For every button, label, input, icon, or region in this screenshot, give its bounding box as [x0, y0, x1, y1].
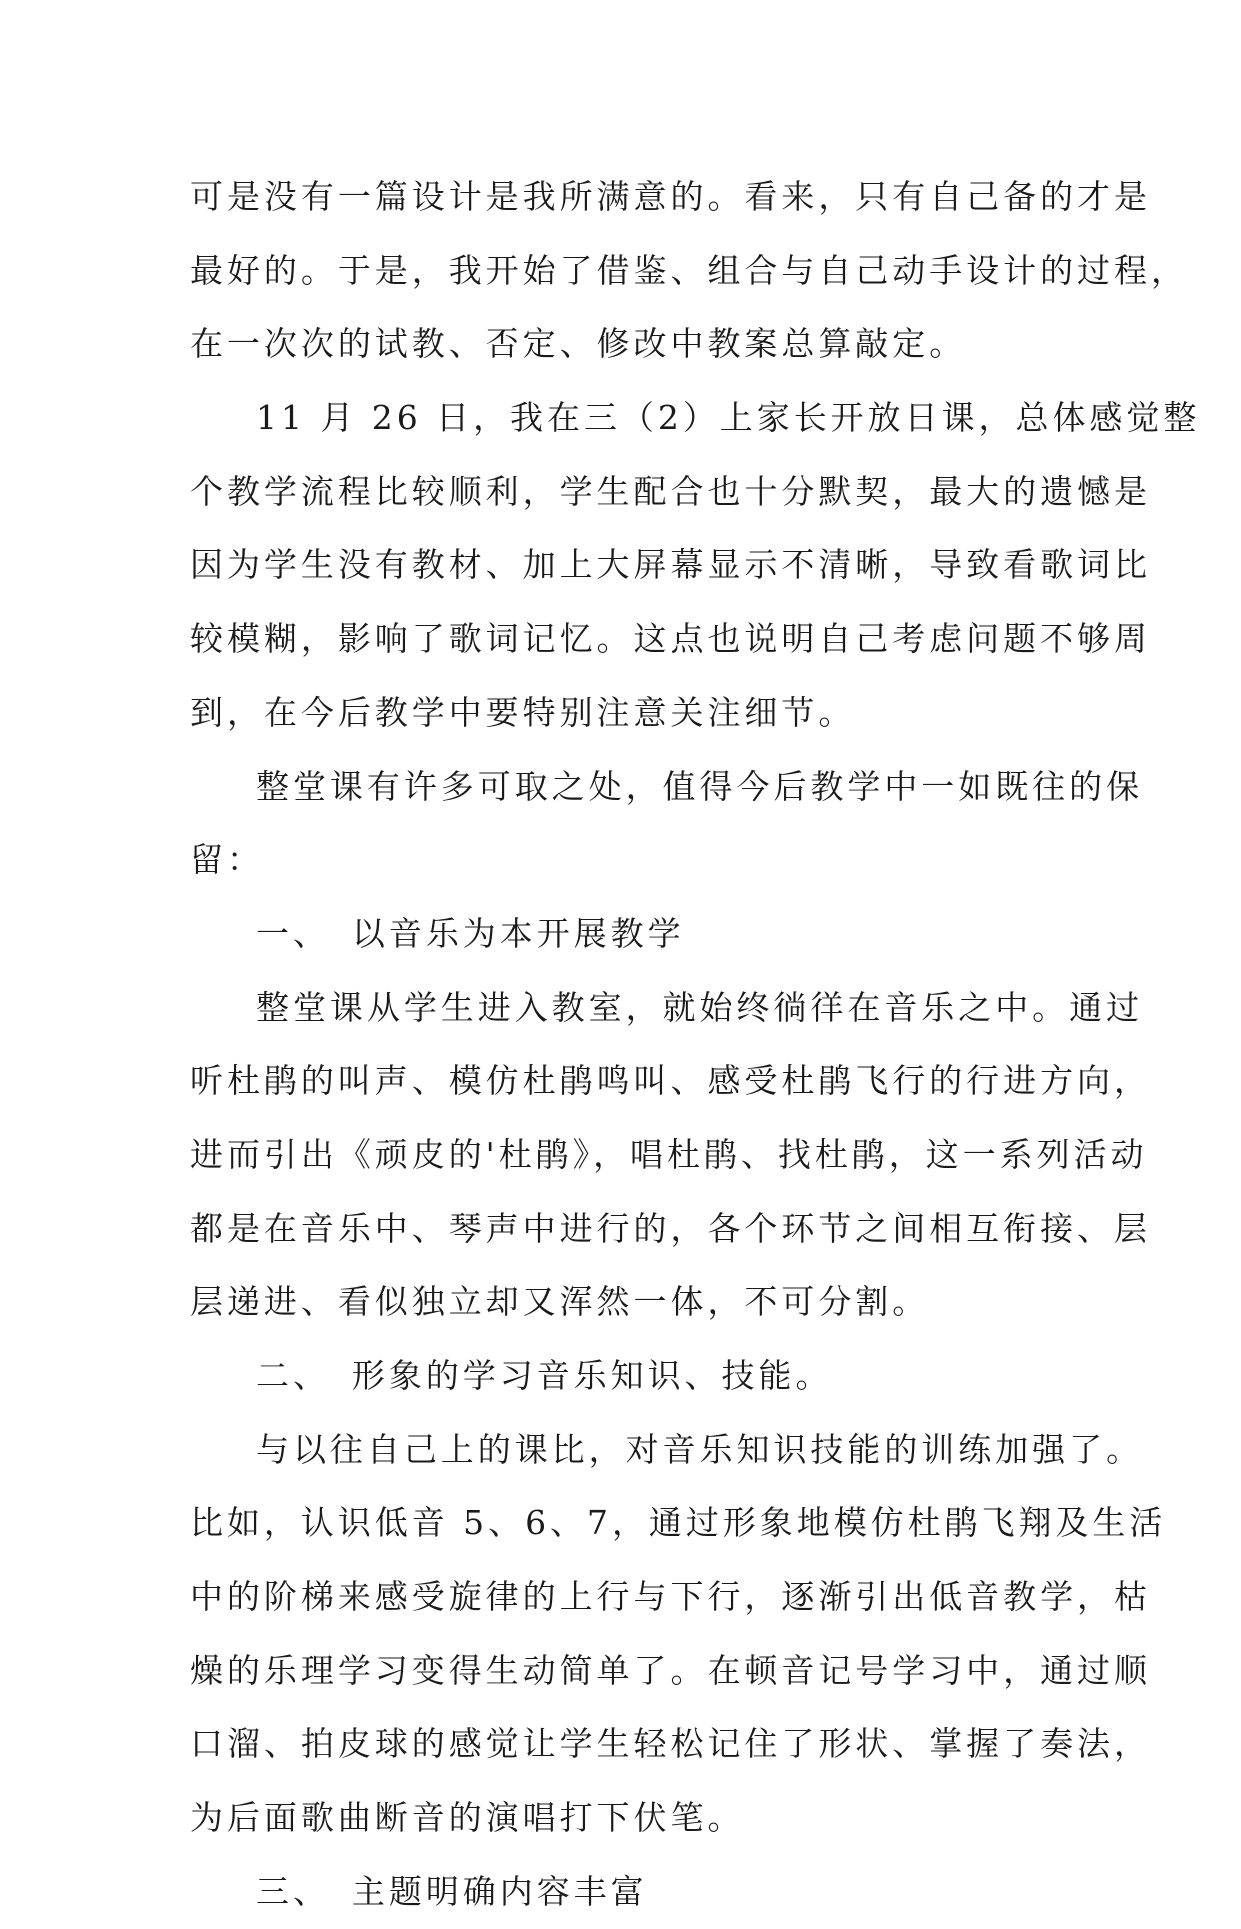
section-heading-3: [190, 1855, 1060, 1929]
text-line: 燥的乐理学习变得生动简单了。在顿音记号学习中，通过顺: [190, 1650, 1151, 1690]
paragraph-first-line: 整堂课有许多可取之处，值得今后教学中一如既往的保: [256, 766, 1144, 806]
paragraph-first-line: 11 月 26 日，我在三（2）上家长开放日课，总体感觉整: [256, 398, 1201, 438]
paragraph-first-line: 与以往自己上的课比，对音乐知识技能的训练加强了。: [256, 1429, 1144, 1469]
heading-number: 三、: [256, 1871, 330, 1911]
text-line: 中的阶梯来感受旋律的上行与下行，逐渐引出低音教学，枯: [190, 1577, 1151, 1617]
text-line: 为后面歌曲断音的演唱打下伏笔。: [190, 1798, 745, 1838]
heading-text: 以音乐为本开展教学: [351, 913, 685, 953]
heading-number: 一、: [256, 913, 330, 953]
text-line: 到，在今后教学中要特别注意关注细节。: [190, 692, 856, 732]
text-line: 都是在音乐中、琴声中进行的，各个环节之间相互衔接、层: [190, 1208, 1151, 1248]
text-line: 留：: [190, 840, 264, 880]
text-line: 个教学流程比较顺利，学生配合也十分默契，最大的遗憾是: [190, 471, 1151, 511]
paragraph-first-line: 整堂课从学生进入教室，就始终徜徉在音乐之中。通过: [256, 987, 1144, 1027]
text-line: 因为学生没有教材、加上大屏幕显示不清晰，导致看歌词比: [190, 545, 1151, 585]
text-line: 最好的。于是，我开始了借鉴、组合与自己动手设计的过程，: [190, 250, 1188, 290]
text-line: 进而引出《顽皮的'杜鹃》，唱杜鹃、找杜鹃，这一系列活动: [190, 1134, 1148, 1174]
text-line: 听杜鹃的叫声、模仿杜鹃鸣叫、感受杜鹃飞行的行进方向，: [190, 1061, 1151, 1101]
section-heading-1: [190, 897, 1060, 971]
text-line: 层递进、看似独立却又浑然一体，不可分割。: [190, 1282, 930, 1322]
heading-text: 形象的学习音乐知识、技能。: [351, 1356, 833, 1395]
section-heading-2: [190, 1339, 1060, 1413]
document-page: [190, 160, 1201, 1929]
text-line: 口溜、拍皮球的感觉让学生轻松记住了形状、掌握了奏法，: [190, 1724, 1151, 1764]
text-line: 在一次次的试教、否定、修改中教案总算敲定。: [190, 324, 967, 364]
heading-text: 主题明确内容丰富: [351, 1871, 648, 1911]
heading-number: 二、: [256, 1356, 330, 1395]
text-line: 较模糊，影响了歌词记忆。这点也说明自己考虑问题不够周: [190, 619, 1151, 659]
text-line: 比如，认识低音 5、6、7，通过形象地模仿杜鹃飞翔及生活: [190, 1503, 1167, 1543]
text-line: 可是没有一篇设计是我所满意的。看来，只有自己备的才是: [190, 177, 1151, 216]
